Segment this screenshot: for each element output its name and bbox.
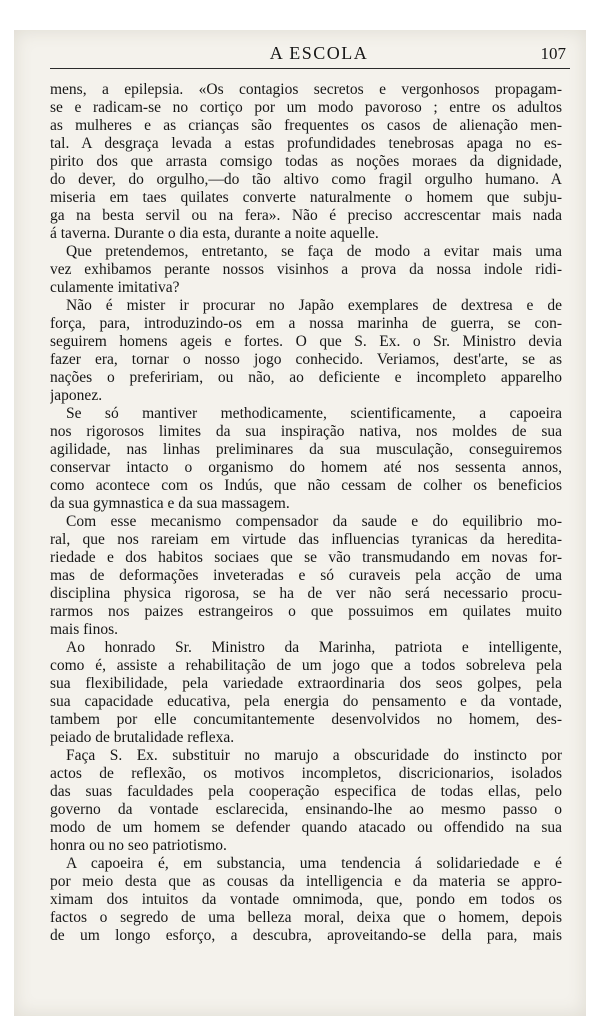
journal-title: A ESCOLA	[269, 43, 369, 63]
text-line: nos rigorosos limites da sua inspiração nativa, nos moldes de sua	[50, 423, 562, 440]
text-line: Ao honrado Sr. Ministro da Marinha, patriota e intelligente,	[66, 639, 562, 656]
text-line: sua flexibilidade, pela variedade extraordinaria dos seos golpes, pela	[50, 675, 562, 692]
text-line: A capoeira é, em substancia, uma tendencia á solidariedade e é	[66, 855, 562, 872]
text-line: como é, assiste a rehabilitação de um jogo que a todos sobreleva pela	[50, 657, 562, 674]
text-line: ral, que nos rareiam em virtude das influencias tyranicas da heredita-	[50, 531, 562, 548]
text-line: disciplina physica rigorosa, se ha de ver não será necessario procu-	[50, 585, 562, 602]
text-line: actos de reflexão, os motivos incompletos, discricionarios, isolados	[50, 765, 562, 782]
text-line: miseria em taes quilates converte naturalmente o homem que subju-	[50, 189, 562, 206]
text-line: japonez.	[50, 387, 103, 404]
text-line: das suas faculdades pela cooperação especifica de todas ellas, pelo	[50, 783, 562, 800]
text-line: se e radicam-se no cortiço por um modo pavoroso ; entre os adultos	[50, 99, 562, 116]
text-line: Se só mantiver methodicamente, scientificamente, a capoeira	[66, 405, 562, 422]
running-header	[64, 43, 574, 65]
text-line: sua capacidade educativa, pela energia do pensamento e da vontade,	[50, 693, 562, 710]
text-line: Não é mister ir procurar no Japão exemplares de dextresa e de	[66, 297, 562, 314]
text-line: fazer era, tornar o nosso jogo conhecido. Veriamos, dest'arte, se as	[50, 351, 562, 368]
text-line: agilidade, nas linhas preliminares da sua musculação, conseguiremos	[50, 441, 562, 458]
text-line: mais finos.	[50, 621, 119, 638]
text-line: peiado de brutalidade reflexa.	[50, 729, 235, 746]
text-line: rarmos nos paizes estrangeiros o que possuimos em quilates muito	[50, 603, 562, 620]
text-line: mas de deformações inveteradas e só curaveis pela acção de uma	[50, 567, 562, 584]
text-line: ga na besta servil ou na fera». Não é preciso accrescentar mais nada	[50, 207, 562, 224]
text-line: tal. A desgraça levada a estas profundidades tenebrosas apaga no es-	[50, 135, 562, 152]
text-line: governo da vontade esclarecida, ensinando-lhe ao mesmo passo o	[50, 801, 562, 818]
text-line: como acontece com os Indús, que não cessam de colher os beneficios	[50, 477, 562, 494]
text-line: Faça S. Ex. substituir no marujo a obscuridade do instincto por	[66, 747, 562, 764]
text-line: riedade e dos habitos sociaes que se vão transmudando em novas for-	[50, 549, 562, 566]
text-line: honra ou no seo patriotismo.	[50, 837, 227, 854]
text-line: culamente imitativa?	[50, 279, 180, 296]
body-text	[50, 81, 562, 945]
page-number: 107	[540, 44, 566, 63]
text-line: seguirem homens ageis e fortes. O que S. Ex. o Sr. Ministro devia	[50, 333, 562, 350]
text-line: mens, a epilepsia. «Os contagios secretos e vergonhosos propagam-	[50, 81, 562, 98]
text-line: força, para, introduzindo-os em a nossa marinha de guerra, se con-	[50, 315, 562, 332]
text-line: á taverna. Durante o dia esta, durante a noite aquelle.	[50, 225, 379, 242]
text-line: modo de um homem se defender quando atacado ou offendido na sua	[50, 819, 562, 836]
text-line: pirito dos que arrasta comsigo todas as noções moraes da dignidade,	[50, 153, 562, 170]
book-page	[14, 30, 586, 1016]
text-line: tambem por elle concumitantemente desenvolvidos no homem, des-	[50, 711, 562, 728]
text-line: as mulheres e as crianças são frequentes os casos de alienação men-	[50, 117, 562, 134]
header-rule	[50, 68, 570, 69]
text-line: nações o prefeririam, ou não, ao deficiente e incompleto apparelho	[50, 369, 562, 386]
text-line: vez exhibamos perante nossos visinhos a prova da nossa indole ridi-	[50, 261, 562, 278]
text-line: de um longo esforço, a descubra, aproveitando-se della para, mais	[50, 927, 562, 944]
text-line: factos o segredo de uma belleza moral, deixa que o homem, depois	[50, 909, 562, 926]
text-line: conservar intacto o organismo do homem até nos sessenta annos,	[50, 459, 562, 476]
text-line: ximam dos intuitos da vontade omnimoda, que, pondo em todos os	[50, 891, 562, 908]
text-line: Que pretendemos, entretanto, se faça de modo a evitar mais uma	[66, 243, 562, 260]
text-line: por meio desta que as cousas da intelligencia e da materia se appro-	[50, 873, 562, 890]
text-line: Com esse mecanismo compensador da saude e do equilibrio mo-	[66, 513, 562, 530]
text-line: do dever, do orgulho,—do tão altivo como fragil orgulho humano. A	[50, 171, 562, 188]
text-line: da sua gymnastica e da sua massagem.	[50, 495, 290, 512]
